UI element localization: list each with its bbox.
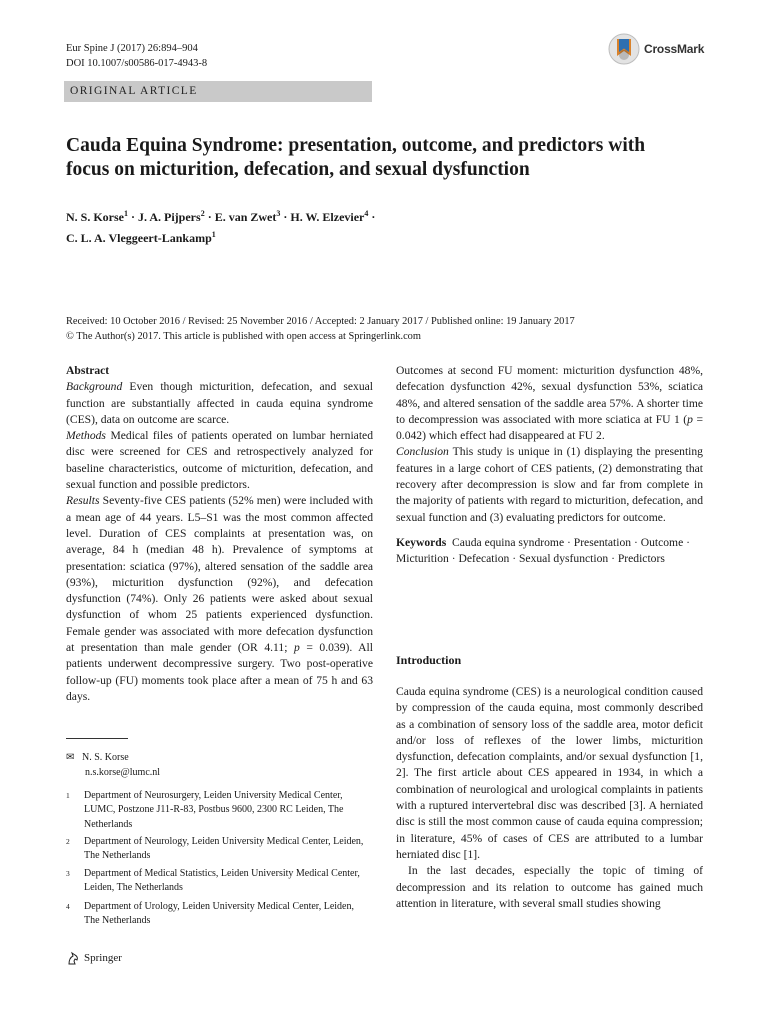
author-name[interactable]: J. A. Pijpers	[138, 210, 201, 224]
affiliation: 2 Department of Neurology, Leiden University Medical Center, Leiden, The Netherlands	[66, 836, 364, 862]
author-affiliation-ref: 3	[276, 209, 281, 218]
affiliation: 1 Department of Neurosurgery, Leiden University Medical Center, LUMC, Postzone J11-R-83, Postbus 9600, 2300 RC Leiden, The Netherlands	[66, 790, 344, 830]
history-dates: Received: 10 October 2016 / Revised: 25 November 2016 / Accepted: 2 January 2017 / Published online: 19 January 2017	[66, 316, 575, 327]
affiliation: 3 Department of Medical Statistics, Leiden University Medical Center, Leiden, The Netherlands	[66, 868, 360, 894]
abstract-results: Results Seventy-five CES patients (52% men) were included with a mean age of 44 years. L5–S1 was the most common affected level. Duration of CES complaints at presentation was, on average, 84 h (median 48 h). Prevalence of symptoms at presentation: sciatica (97%), altered sensation of the saddle area (93%), micturition dysfunction (92%), and defecation dysfunction (74%). Only 26 patients were asked about sexual dysfunction of whom 25 patients experienced dysfunction. Female gender was associated with more defecation dysfunction at presentation than male gender (OR 4.11; p = 0.039). All patients underwent decompressive surgery. Two post-operative follow-up (FU) moments took place after a mean of 75 h and 63 days.	[66, 494, 373, 703]
crossmark-label: CrossMark	[644, 42, 705, 56]
citation-link[interactable]: 3	[633, 799, 639, 813]
author-affiliation-ref: 2	[200, 209, 205, 218]
author-separator: ·	[371, 210, 376, 224]
publication-dates	[66, 314, 706, 344]
author-name[interactable]: N. S. Korse	[66, 210, 124, 224]
abstract-heading: Abstract	[66, 364, 110, 377]
footnote-divider	[66, 738, 128, 739]
author-name[interactable]: E. van Zwet	[214, 210, 277, 224]
citation-link[interactable]: 1	[467, 847, 474, 861]
author-name[interactable]: C. L. A. Vleggeert-Lankamp	[66, 231, 212, 245]
abstract-results-cont: Outcomes at second FU moment: micturition dysfunction 48%, defecation dysfunction 42%, sexual dysfunction 53%, sciatica 48%, and altered sensation of the saddle area 57%. A shorter time to decompression was associated with more sciatica at FU 1 (p = 0.042) which effect had disappeared at FU 2.	[396, 364, 703, 443]
abstract-left-column	[66, 363, 373, 705]
section-label: ORIGINAL ARTICLE	[64, 81, 372, 102]
introduction-paragraph: In the last decades, especially the topic of timing of decompression and its relation to outcome has gained much attention in literature, with several small studies showing	[396, 864, 703, 910]
author-separator: ·	[207, 210, 212, 224]
author-separator: ·	[131, 210, 136, 224]
keywords: Keywords Cauda equina syndrome · Presentation · Outcome · Micturition · Defecation · Sexual dysfunction · Predictors	[396, 535, 690, 566]
citation-link[interactable]: 1	[694, 750, 701, 764]
citation-link[interactable]: 2	[396, 766, 402, 780]
introduction-body	[396, 684, 703, 912]
abstract-background: Background Even though micturition, defecation, and sexual function are substantially affected in cauda equina syndrome (CES), data on outcome are scarce.	[66, 380, 373, 426]
copyright-notice: © The Author(s) 2017. This article is published with open access at Springerlink.com	[66, 331, 421, 342]
corresponding-email[interactable]: n.s.korse@lumc.nl	[85, 767, 161, 778]
crossmark-badge[interactable]	[608, 33, 704, 65]
publisher-name: Springer	[84, 952, 122, 964]
abstract-right-column	[396, 363, 703, 568]
envelope-icon: ✉	[66, 752, 75, 763]
abstract-conclusion: Conclusion This study is unique in (1) displaying the presenting features in a large cohort of CES patients, (2) demonstrating that recovery after decompression is slow and far from complete in the majority of patients with regard to micturition, defecation, and sexual function and (3) evaluating predictors for outcome.	[396, 445, 703, 524]
author-affiliation-ref: 1	[124, 209, 128, 218]
affiliation: 4 Department of Urology, Leiden University Medical Center, Leiden, The Netherlands	[66, 901, 354, 927]
journal-citation: Eur Spine J (2017) 26:894–904	[66, 43, 198, 54]
author-separator: ·	[283, 210, 288, 224]
publisher-footer	[66, 951, 122, 965]
introduction-paragraph: Cauda equina syndrome (CES) is a neurological condition caused by compression of the cauda equina, most commonly described as a combination of sensory loss of the saddle area, motor deficit and/or loss of reflexes of the lower limbs, micturition dysfunction, defecation complaints, and/or sexual dysfunction [1, 2]. The first article about CES appeared in 1934, in which a combination of neurological and urological complaints in patients with a ruptured intervertebral disc was described [3]. A herniated disc is still the most common cause of cauda equina compression; in literature, 45% of cases of CES are attributed to a lumbar herniated disc [1].	[396, 685, 703, 861]
doi[interactable]: DOI 10.1007/s00586-017-4943-8	[66, 58, 208, 69]
author-name[interactable]: H. W. Elzevier	[290, 210, 365, 224]
crossmark-icon	[608, 33, 640, 65]
springer-horse-icon	[66, 951, 80, 965]
introduction-heading: Introduction	[396, 653, 462, 667]
author-list	[66, 205, 666, 247]
correspondence	[66, 750, 160, 780]
article-title: Cauda Equina Syndrome: presentation, outcome, and predictors with focus on micturition, defecation, and sexual dysfunction	[66, 135, 646, 180]
abstract-methods: Methods Medical files of patients operated on lumbar herniated disc were screened for CES and retrospectively analyzed for baseline characteristics, outcome of micturition, defecation, and sexual function and possible predictors.	[66, 429, 373, 492]
author-affiliation-ref: 1	[211, 230, 216, 239]
corresponding-author: N. S. Korse	[82, 752, 129, 763]
author-affiliation-ref: 4	[364, 209, 369, 218]
